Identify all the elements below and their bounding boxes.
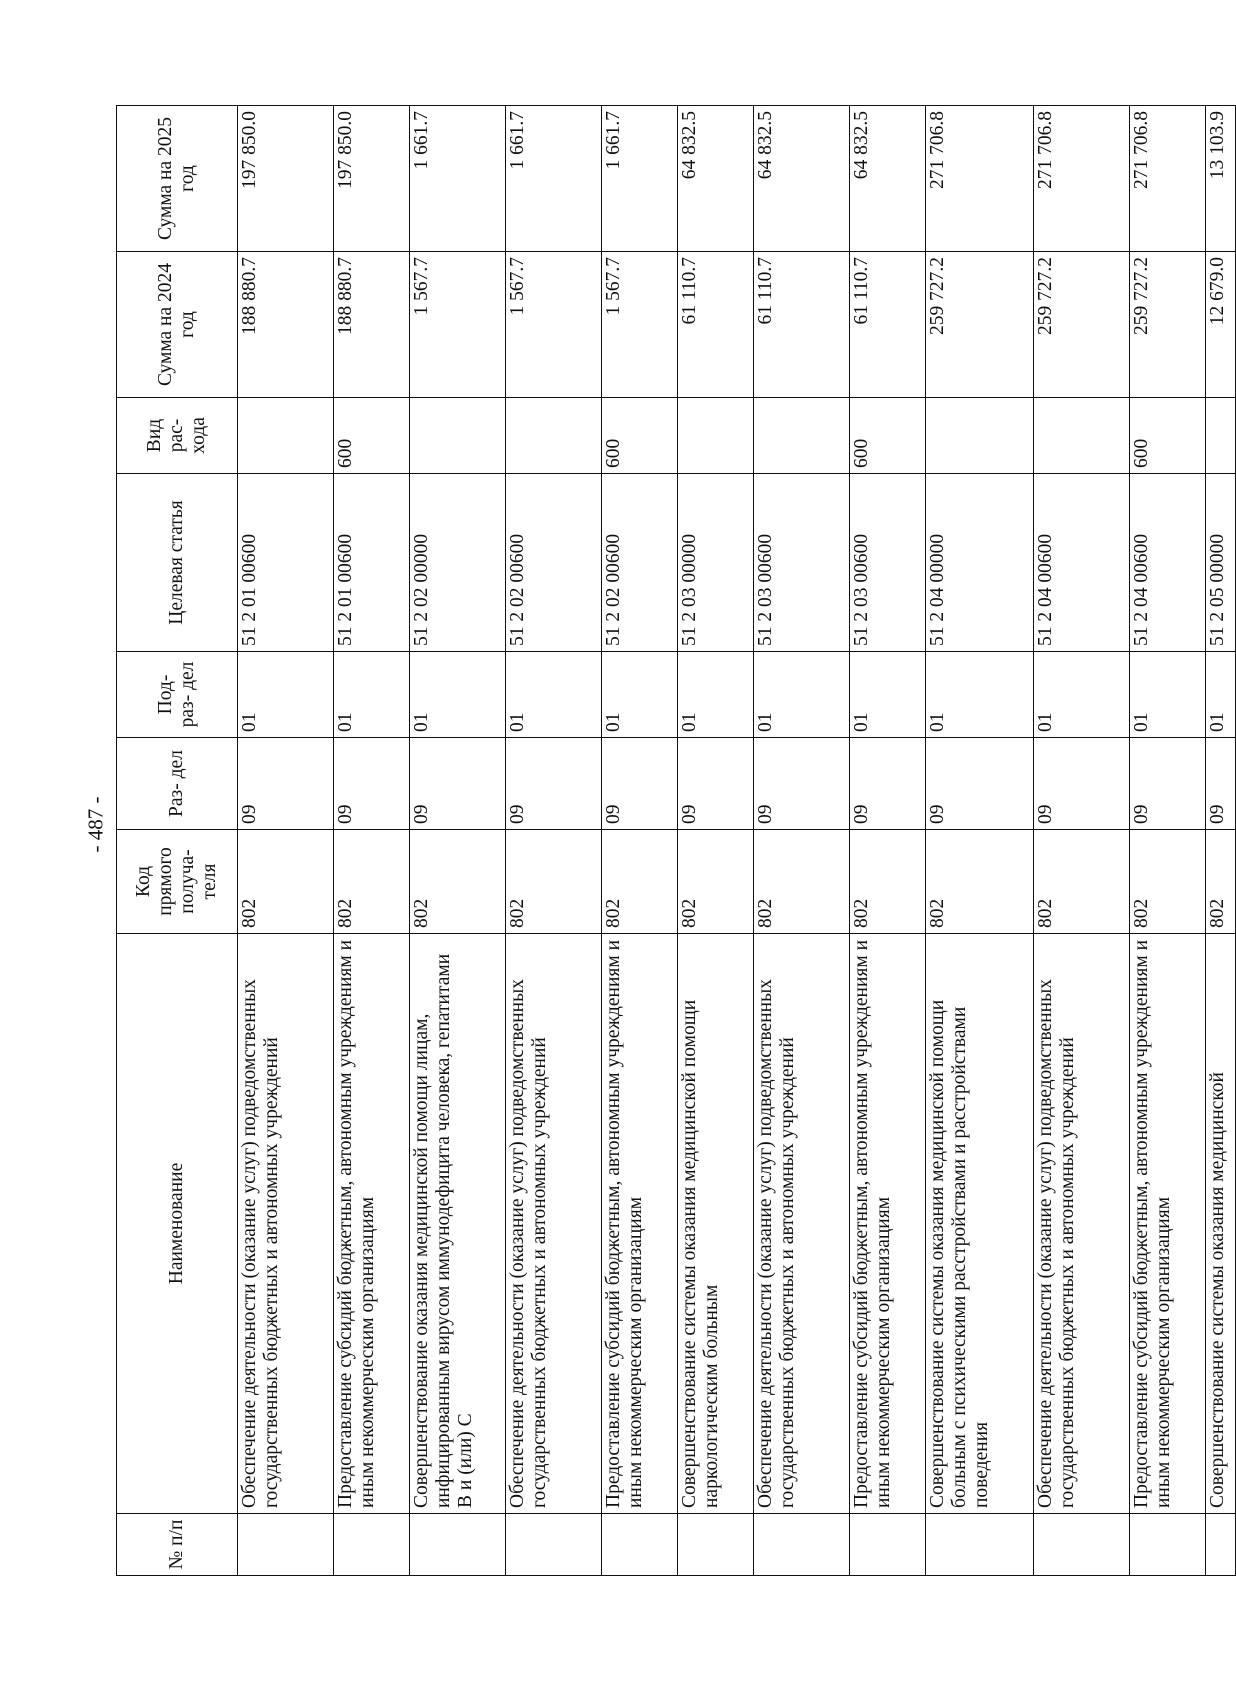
cell-recipient-code: 802 bbox=[1206, 830, 1236, 934]
table-row bbox=[410, 106, 506, 1576]
rotated-table-area bbox=[116, 106, 1228, 1576]
cell-subsection: 01 bbox=[850, 652, 926, 738]
cell-subsection: 01 bbox=[754, 652, 850, 738]
header-sum-2024: Сумма на 2024 год bbox=[117, 252, 238, 398]
cell-target-article: 51 2 04 00600 bbox=[1130, 474, 1206, 652]
cell-subsection: 01 bbox=[410, 652, 506, 738]
cell-name: Совершенствование оказания медицинской помощи лицам, инфицированным вирусом иммунодефицита человека, гепатитами В и (или) С bbox=[410, 934, 506, 1514]
table-header bbox=[117, 106, 238, 1576]
cell-sum-2025: 271 706.8 bbox=[1130, 106, 1206, 252]
cell-section: 09 bbox=[1130, 738, 1206, 830]
cell-target-article: 51 2 04 00600 bbox=[1034, 474, 1130, 652]
cell-sum-2024: 1 567.7 bbox=[410, 252, 506, 398]
cell-expense-type: 600 bbox=[334, 398, 410, 474]
cell-section: 09 bbox=[1034, 738, 1130, 830]
cell-section: 09 bbox=[410, 738, 506, 830]
cell-subsection: 01 bbox=[238, 652, 334, 738]
cell-recipient-code: 802 bbox=[850, 830, 926, 934]
cell-sum-2025: 1 661.7 bbox=[602, 106, 678, 252]
table-row bbox=[1130, 106, 1206, 1576]
cell-target-article: 51 2 01 00600 bbox=[238, 474, 334, 652]
cell-target-article: 51 2 02 00600 bbox=[506, 474, 602, 652]
cell-name: Предоставление субсидий бюджетным, автономным учреждениям и иным некоммерческим организациям bbox=[334, 934, 410, 1514]
cell-sum-2025: 13 103.9 bbox=[1206, 106, 1236, 252]
cell-name: Предоставление субсидий бюджетным, автономным учреждениям и иным некоммерческим организациям bbox=[1130, 934, 1206, 1514]
cell-num bbox=[1206, 1514, 1236, 1576]
cell-recipient-code: 802 bbox=[410, 830, 506, 934]
table-row bbox=[238, 106, 334, 1576]
cell-section: 09 bbox=[754, 738, 850, 830]
cell-expense-type bbox=[506, 398, 602, 474]
cell-subsection: 01 bbox=[678, 652, 754, 738]
header-target-article: Целевая статья bbox=[117, 474, 238, 652]
cell-name: Обеспечение деятельности (оказание услуг) подведомственных государственных бюджетных и автономных учреждений bbox=[1034, 934, 1130, 1514]
cell-name: Обеспечение деятельности (оказание услуг) подведомственных государственных бюджетных и автономных учреждений bbox=[506, 934, 602, 1514]
cell-expense-type bbox=[926, 398, 1034, 474]
cell-sum-2024: 1 567.7 bbox=[602, 252, 678, 398]
table-row bbox=[602, 106, 678, 1576]
cell-section: 09 bbox=[506, 738, 602, 830]
cell-num bbox=[506, 1514, 602, 1576]
header-section: Раз- дел bbox=[117, 738, 238, 830]
cell-subsection: 01 bbox=[1130, 652, 1206, 738]
page-number: - 487 - bbox=[83, 796, 108, 853]
cell-sum-2025: 271 706.8 bbox=[926, 106, 1034, 252]
cell-sum-2024: 188 880.7 bbox=[334, 252, 410, 398]
cell-num bbox=[334, 1514, 410, 1576]
cell-num bbox=[1130, 1514, 1206, 1576]
cell-subsection: 01 bbox=[1206, 652, 1236, 738]
cell-sum-2025: 197 850.0 bbox=[334, 106, 410, 252]
header-recipient-code: Код прямого получа- теля bbox=[117, 830, 238, 934]
cell-name: Совершенствование системы оказания медицинской bbox=[1206, 934, 1236, 1514]
table-row bbox=[1206, 106, 1236, 1576]
header-subsection: Под- раз- дел bbox=[117, 652, 238, 738]
cell-subsection: 01 bbox=[926, 652, 1034, 738]
cell-target-article: 51 2 03 00600 bbox=[850, 474, 926, 652]
cell-sum-2024: 61 110.7 bbox=[678, 252, 754, 398]
cell-sum-2025: 271 706.8 bbox=[1034, 106, 1130, 252]
table-row bbox=[754, 106, 850, 1576]
cell-num bbox=[238, 1514, 334, 1576]
cell-section: 09 bbox=[1206, 738, 1236, 830]
cell-name: Обеспечение деятельности (оказание услуг) подведомственных государственных бюджетных и автономных учреждений bbox=[754, 934, 850, 1514]
cell-subsection: 01 bbox=[334, 652, 410, 738]
cell-num bbox=[602, 1514, 678, 1576]
table-row bbox=[1034, 106, 1130, 1576]
budget-table bbox=[116, 105, 1236, 1576]
cell-sum-2024: 259 727.2 bbox=[1130, 252, 1206, 398]
cell-target-article: 51 2 03 00600 bbox=[754, 474, 850, 652]
cell-subsection: 01 bbox=[1034, 652, 1130, 738]
cell-name: Совершенствование системы оказания медицинской помощи больным с психическими расстройствами и расстройствами поведения bbox=[926, 934, 1034, 1514]
cell-subsection: 01 bbox=[506, 652, 602, 738]
cell-recipient-code: 802 bbox=[334, 830, 410, 934]
cell-target-article: 51 2 04 00000 bbox=[926, 474, 1034, 652]
cell-sum-2024: 61 110.7 bbox=[754, 252, 850, 398]
cell-sum-2025: 64 832.5 bbox=[850, 106, 926, 252]
header-sum-2025: Сумма на 2025 год bbox=[117, 106, 238, 252]
cell-name: Предоставление субсидий бюджетным, автономным учреждениям и иным некоммерческим организациям bbox=[602, 934, 678, 1514]
cell-num bbox=[678, 1514, 754, 1576]
cell-num bbox=[410, 1514, 506, 1576]
cell-expense-type bbox=[678, 398, 754, 474]
cell-sum-2025: 197 850.0 bbox=[238, 106, 334, 252]
cell-sum-2025: 64 832.5 bbox=[678, 106, 754, 252]
cell-recipient-code: 802 bbox=[506, 830, 602, 934]
cell-sum-2024: 188 880.7 bbox=[238, 252, 334, 398]
header-row bbox=[117, 106, 238, 1576]
cell-expense-type: 600 bbox=[850, 398, 926, 474]
cell-section: 09 bbox=[334, 738, 410, 830]
cell-name: Предоставление субсидий бюджетным, автономным учреждениям и иным некоммерческим организациям bbox=[850, 934, 926, 1514]
cell-name: Совершенствование системы оказания медицинской помощи наркологическим больным bbox=[678, 934, 754, 1514]
table-body bbox=[238, 106, 1236, 1576]
header-num: № п/п bbox=[117, 1514, 238, 1576]
cell-name: Обеспечение деятельности (оказание услуг) подведомственных государственных бюджетных и автономных учреждений bbox=[238, 934, 334, 1514]
cell-expense-type bbox=[410, 398, 506, 474]
header-expense-type: Вид рас- хода bbox=[117, 398, 238, 474]
cell-target-article: 51 2 05 00000 bbox=[1206, 474, 1236, 652]
cell-recipient-code: 802 bbox=[678, 830, 754, 934]
cell-num bbox=[754, 1514, 850, 1576]
cell-section: 09 bbox=[850, 738, 926, 830]
table-row bbox=[506, 106, 602, 1576]
cell-target-article: 51 2 01 00600 bbox=[334, 474, 410, 652]
cell-expense-type: 600 bbox=[602, 398, 678, 474]
cell-recipient-code: 802 bbox=[602, 830, 678, 934]
cell-section: 09 bbox=[926, 738, 1034, 830]
table-row bbox=[850, 106, 926, 1576]
cell-sum-2024: 12 679.0 bbox=[1206, 252, 1236, 398]
cell-num bbox=[850, 1514, 926, 1576]
cell-num bbox=[1034, 1514, 1130, 1576]
cell-sum-2024: 1 567.7 bbox=[506, 252, 602, 398]
cell-subsection: 01 bbox=[602, 652, 678, 738]
cell-recipient-code: 802 bbox=[926, 830, 1034, 934]
cell-num bbox=[926, 1514, 1034, 1576]
cell-recipient-code: 802 bbox=[754, 830, 850, 934]
cell-target-article: 51 2 02 00600 bbox=[602, 474, 678, 652]
cell-recipient-code: 802 bbox=[1130, 830, 1206, 934]
cell-sum-2025: 64 832.5 bbox=[754, 106, 850, 252]
budget-table-wrapper bbox=[116, 106, 1228, 1576]
cell-expense-type bbox=[1206, 398, 1236, 474]
cell-sum-2024: 259 727.2 bbox=[926, 252, 1034, 398]
cell-section: 09 bbox=[678, 738, 754, 830]
cell-target-article: 51 2 02 00000 bbox=[410, 474, 506, 652]
cell-sum-2024: 61 110.7 bbox=[850, 252, 926, 398]
table-row bbox=[926, 106, 1034, 1576]
cell-sum-2025: 1 661.7 bbox=[410, 106, 506, 252]
cell-section: 09 bbox=[238, 738, 334, 830]
header-name: Наименование bbox=[117, 934, 238, 1514]
cell-sum-2025: 1 661.7 bbox=[506, 106, 602, 252]
cell-recipient-code: 802 bbox=[1034, 830, 1130, 934]
cell-expense-type bbox=[1034, 398, 1130, 474]
cell-expense-type: 600 bbox=[1130, 398, 1206, 474]
cell-target-article: 51 2 03 00000 bbox=[678, 474, 754, 652]
cell-expense-type bbox=[238, 398, 334, 474]
cell-section: 09 bbox=[602, 738, 678, 830]
table-row bbox=[678, 106, 754, 1576]
cell-sum-2024: 259 727.2 bbox=[1034, 252, 1130, 398]
table-row bbox=[334, 106, 410, 1576]
cell-expense-type bbox=[754, 398, 850, 474]
cell-recipient-code: 802 bbox=[238, 830, 334, 934]
